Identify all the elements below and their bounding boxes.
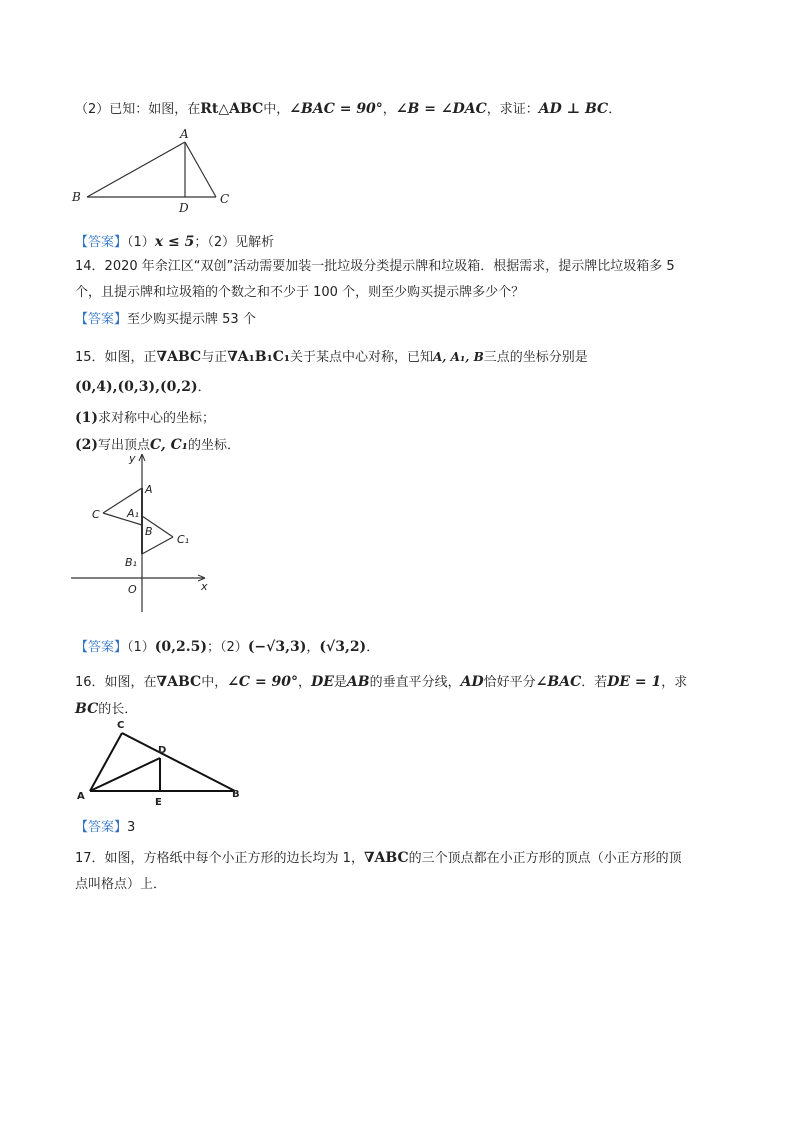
label-B: B bbox=[145, 525, 153, 538]
label-A: A bbox=[77, 791, 85, 802]
label-B: B bbox=[72, 190, 81, 204]
label-E: E bbox=[155, 797, 162, 808]
label-C: C bbox=[117, 720, 125, 731]
label-B: B bbox=[232, 789, 240, 800]
q14-line2: 个，且提示牌和垃圾箱的个数之和不少于 100 个，则至少购买提示牌多少个？ bbox=[75, 285, 525, 300]
label-O: O bbox=[128, 583, 137, 596]
q14-line1: 14．2020 年余江区“双创”活动需要加装一批垃圾分类提示牌和垃圾箱．根据需求，提示牌比垃圾箱多 5 bbox=[75, 259, 675, 274]
q15-coordinate-figure bbox=[65, 450, 225, 620]
q13-triangle-figure bbox=[65, 125, 235, 215]
label-C1: C₁ bbox=[177, 533, 190, 546]
q17-line2: 点叫格点）上． bbox=[75, 877, 167, 892]
label-A: A bbox=[145, 483, 153, 496]
q15-answer: 【答案】（1）(0,2.5)；（2）(−√3,3)，(√3,2)． bbox=[75, 639, 380, 655]
q15-sub1: (1)求对称中心的坐标； bbox=[75, 410, 216, 426]
label-B1: B₁ bbox=[125, 556, 137, 569]
q13-part2-statement: （2）已知：如图，在Rt△ABC中，∠BAC = 90°，∠B = ∠DAC，求证：AD ⊥ BC． bbox=[75, 101, 622, 117]
label-C: C bbox=[220, 192, 230, 206]
q16-statement-line1: 16．如图，在∇ABC中，∠C = 90°，DE是AB的垂直平分线，AD恰好平分∠BAC．若DE = 1，求 bbox=[75, 674, 688, 690]
q14-answer: 【答案】至少购买提示牌 53 个 bbox=[75, 312, 256, 327]
label-x: x bbox=[201, 580, 208, 593]
q13-answer: 【答案】（1）x ≤ 5；（2）见解析 bbox=[75, 234, 275, 250]
q16-statement-line2: BC的长． bbox=[75, 701, 138, 717]
q15-statement: 15．如图，正∇ABC与正∇A₁B₁C₁关于某点中心对称，已知A, A₁, B三点的坐标分别是 bbox=[75, 349, 588, 365]
label-A: A bbox=[180, 127, 189, 141]
q16-answer: 【答案】3 bbox=[75, 820, 136, 835]
q15-coords: (0,4),(0,3),(0,2)． bbox=[75, 379, 211, 395]
label-y: y bbox=[129, 452, 136, 465]
label-D: D bbox=[179, 201, 189, 215]
q15-sub2: (2)写出顶点C, C₁的坐标． bbox=[75, 437, 240, 453]
q17-line1: 17．如图，方格纸中每个小正方形的边长均为 1，∇ABC的三个顶点都在小正方形的顶点（小正方形的顶 bbox=[75, 850, 682, 866]
label-C: C bbox=[92, 508, 100, 521]
q16-triangle-figure bbox=[70, 715, 250, 810]
label-A1: A₁ bbox=[127, 507, 139, 520]
label-D: D bbox=[158, 745, 167, 756]
